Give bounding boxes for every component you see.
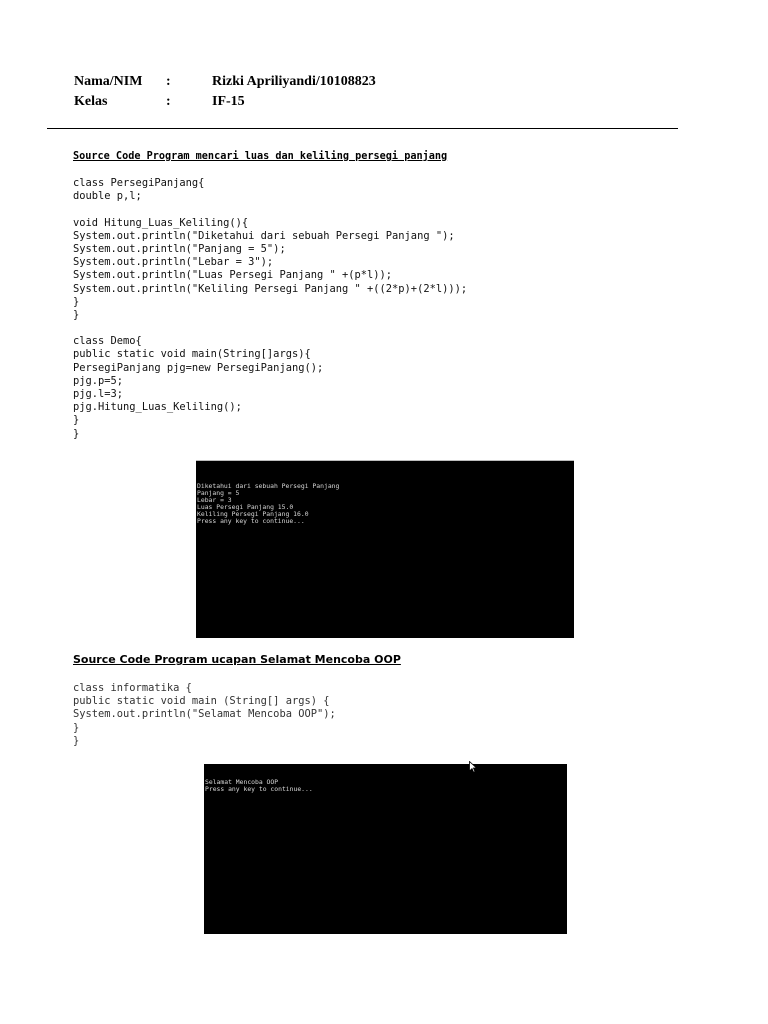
code-line: pjg.l=3; xyxy=(73,388,124,400)
code-line: } xyxy=(73,427,80,440)
nama-nim-colon: : xyxy=(166,74,171,89)
code-line: System.out.println("Selamat Mencoba OOP"); xyxy=(73,708,336,721)
kelas-value: IF-15 xyxy=(212,94,245,109)
section2-code-block xyxy=(73,682,336,748)
code-line: void Hitung_Luas_Keliling(){ xyxy=(73,216,249,229)
header-divider xyxy=(47,128,678,129)
code-line: class informatika { xyxy=(73,682,192,694)
code-line: pjg.Hitung_Luas_Keliling(); xyxy=(73,401,242,414)
console-line: Press any key to continue... xyxy=(205,785,313,793)
console-line: Keliling Persegi Panjang 16.0 xyxy=(197,510,309,518)
code-line xyxy=(73,322,467,335)
code-line: class Demo{ xyxy=(73,335,142,348)
code-line: System.out.println("Luas Persegi Panjang " +(p*l)); xyxy=(73,269,393,282)
code-line: System.out.println("Diketahui dari sebuah Persegi Panjang "); xyxy=(73,229,455,242)
code-line: } xyxy=(73,414,80,427)
nama-nim-label: Nama/NIM xyxy=(74,74,143,89)
code-line: } xyxy=(73,308,80,321)
console-line: Lebar = 3 xyxy=(197,496,232,504)
kelas-label: Kelas xyxy=(74,94,108,109)
console-output-screenshot-2 xyxy=(204,764,567,934)
code-line: public static void main(String[]args){ xyxy=(73,348,311,361)
code-line: public static void main (String[] args) { xyxy=(73,695,330,708)
console-output-screenshot-1 xyxy=(196,460,574,638)
kelas-colon: : xyxy=(166,94,171,109)
code-line: } xyxy=(73,734,80,747)
code-line: System.out.println("Keliling Persegi Panjang " +((2*p)+(2*l))); xyxy=(73,282,468,295)
code-line: System.out.println("Panjang = 5"); xyxy=(73,242,286,255)
code-line: PersegiPanjang pjg=new PersegiPanjang(); xyxy=(73,361,324,374)
code-line: double p,l; xyxy=(73,190,142,203)
console-line: Selamat Mencoba OOP xyxy=(205,778,279,786)
mouse-cursor-icon xyxy=(469,761,477,773)
section2-title: Source Code Program ucapan Selamat Mencoba OOP xyxy=(73,653,401,666)
code-line: } xyxy=(73,721,80,734)
nama-nim-value: Rizki Apriliyandi/10108823 xyxy=(212,74,376,89)
section1-code-block xyxy=(73,177,467,441)
code-line: pjg.p=5; xyxy=(73,374,124,387)
console-line: Press any key to continue... xyxy=(197,517,305,525)
console-line: Diketahui dari sebuah Persegi Panjang xyxy=(197,482,340,490)
console-top-border xyxy=(196,460,574,461)
section1-title: Source Code Program mencari luas dan keliling persegi panjang xyxy=(73,151,448,162)
console-line: Luas Persegi Panjang 15.0 xyxy=(197,503,294,511)
code-line: System.out.println("Lebar = 3"); xyxy=(73,256,274,269)
console-line: Panjang = 5 xyxy=(197,489,240,497)
code-line: class PersegiPanjang{ xyxy=(73,177,205,189)
code-line: } xyxy=(73,295,80,308)
code-line xyxy=(73,203,467,216)
